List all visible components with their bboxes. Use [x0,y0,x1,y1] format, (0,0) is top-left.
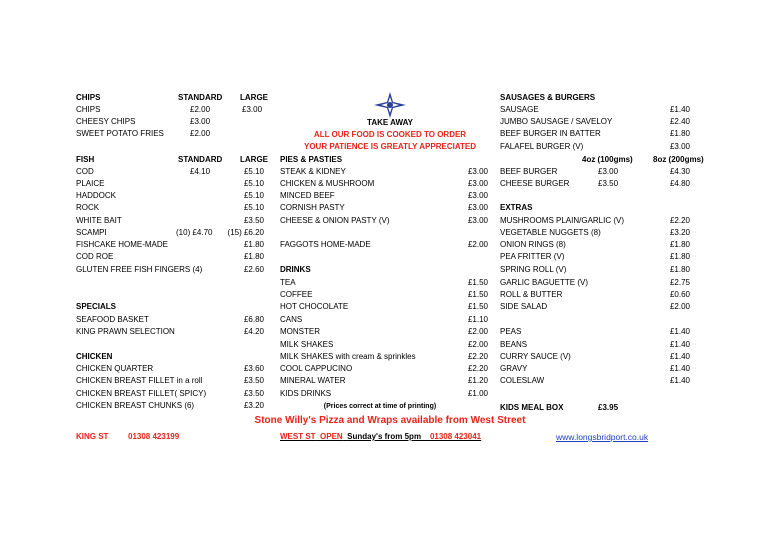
menu-item-price: £2.75 [669,278,690,287]
menu-item-price: £1.40 [669,352,690,361]
menu-item-price: £4.20 [243,327,264,336]
menu-item-price: £1.80 [669,129,690,138]
menu-item-price: £3.00 [467,167,488,176]
menu-item-price: £3.20 [669,228,690,237]
menu-item-name: CHICKEN BREAST CHUNKS (6) [76,401,195,410]
menu-item-name: CHEESE BURGER [500,179,570,188]
menu-item-price: £2.00 [190,105,211,114]
menu-item-price: (15) £6.20 [227,228,264,237]
menu-item-price: £3.60 [243,364,264,373]
menu-item-name: STEAK & KIDNEY [280,167,346,176]
kids-meal-label: KIDS MEAL BOX [500,403,564,412]
sunday-hours: Sunday's from 5pm [347,432,422,441]
menu-item-price: £5.10 [243,179,264,188]
menu-item-name: HOT CHOCOLATE [280,302,349,311]
chicken-header: CHICKEN [76,352,113,361]
menu-item-price: £1.80 [243,252,264,261]
menu-item-price: £2.00 [467,340,488,349]
chips-standard-header: STANDARD [178,93,223,102]
menu-item-price: £4.80 [669,179,690,188]
menu-item-name: GRAVY [500,364,528,373]
menu-item-price: £4.10 [190,167,211,176]
open-label: OPEN [320,432,343,441]
menu-item-price: £1.40 [669,364,690,373]
menu-item-price: £2.00 [467,327,488,336]
fish-header: FISH [76,155,95,164]
menu-item-price: £3.00 [669,142,690,151]
menu-item-price: £1.40 [669,105,690,114]
menu-item-name: ROLL & BUTTER [500,290,563,299]
compass-star-logo-icon [374,92,406,118]
menu-item-price: £3.50 [243,376,264,385]
menu-item-name: CHICKEN & MUSHROOM [280,179,375,188]
menu-item-price: £1.20 [467,376,488,385]
menu-item-name: SIDE SALAD [500,302,548,311]
menu-item-name: FALAFEL BURGER (V) [500,142,584,151]
menu-item-price: £4.30 [669,167,690,176]
menu-item-price: £3.00 [598,167,619,176]
menu-item-price: £2.20 [467,352,488,361]
pizza-banner: Stone Willy's Pizza and Wraps available from West Street [254,415,526,426]
sausages-header: SAUSAGES & BURGERS [500,93,596,102]
menu-item-name: CHICKEN BREAST FILLET( SPICY) [76,389,207,398]
menu-item-name: COOL CAPPUCINO [280,364,353,373]
menu-item-price: £1.80 [243,240,264,249]
menu-item-price: (10) £4.70 [176,228,213,237]
burger-4oz-header: 4oz (100gms) [582,155,633,164]
menu-item-name: MONSTER [280,327,320,336]
menu-item-price: £1.50 [467,302,488,311]
menu-item-price: £1.80 [669,265,690,274]
menu-item-name: HADDOCK [76,191,117,200]
menu-item-name: CHEESY CHIPS [76,117,136,126]
menu-item-price: £3.50 [243,216,264,225]
menu-item-name: ROCK [76,203,100,212]
menu-item-price: £0.60 [669,290,690,299]
chips-header: CHIPS [76,93,101,102]
menu-item-name: SEAFOOD BASKET [76,315,149,324]
menu-item-price: £3.00 [190,117,211,126]
menu-item-name: MILK SHAKES [280,340,334,349]
west-st-phone: 01308 423041 [429,432,482,441]
prices-note: (Prices correct at time of printing) [323,403,437,410]
menu-item-name: KING PRAWN SELECTION [76,327,175,336]
menu-item-price: £3.00 [467,191,488,200]
menu-item-name: CHICKEN BREAST FILLET in a roll [76,376,203,385]
menu-item-name: MINERAL WATER [280,376,346,385]
menu-item-name: CHICKEN QUARTER [76,364,154,373]
pies-header: PIES & PASTIES [280,155,343,164]
menu-item-name: SCAMPI [76,228,107,237]
fish-large-header: LARGE [240,155,268,164]
menu-item-price: £1.50 [467,290,488,299]
extras-header: EXTRAS [500,203,533,212]
drinks-header: DRINKS [280,265,311,274]
menu-item-price: £1.00 [467,389,488,398]
menu-item-name: CHEESE & ONION PASTY (V) [280,216,390,225]
specials-header: SPECIALS [76,302,117,311]
west-st-line [280,432,492,442]
menu-item-price: £1.50 [467,278,488,287]
menu-item-name: BEANS [500,340,528,349]
menu-item-price: £2.40 [669,117,690,126]
menu-item-name: BEEF BURGER IN BATTER [500,129,601,138]
menu-item-name: GLUTEN FREE FISH FINGERS (4) [76,265,203,274]
patience-notice: YOUR PATIENCE IS GREATLY APPRECIATED [303,142,477,151]
kids-meal-price: £3.95 [598,403,619,412]
menu-item-price: £3.00 [467,179,488,188]
menu-item-price: £1.40 [669,340,690,349]
menu-item-name: PLAICE [76,179,105,188]
takeaway-title: TAKE AWAY [367,118,413,127]
menu-item-name: FISHCAKE HOME-MADE [76,240,169,249]
menu-item-price: £1.10 [467,315,488,324]
menu-item-name: COLESLAW [500,376,545,385]
burger-8oz-header: 8oz (200gms) [653,155,704,164]
menu-item-price: £2.20 [467,364,488,373]
menu-item-name: SAUSAGE [500,105,539,114]
menu-item-name: VEGETABLE NUGGETS (8) [500,228,601,237]
king-st-phone: 01308 423199 [128,432,180,441]
menu-item-price: £6.80 [243,315,264,324]
menu-item-name: ONION RINGS (8) [500,240,566,249]
menu-item-name: BEEF BURGER [500,167,558,176]
website-link[interactable]: www.longsbridport.co.uk [556,432,649,442]
west-st-label: WEST ST [280,432,316,441]
menu-item-price: £5.10 [243,191,264,200]
menu-item-price: £5.10 [243,167,264,176]
menu-item-price: £1.80 [669,252,690,261]
menu-item-name: COD ROE [76,252,114,261]
menu-item-name: MINCED BEEF [280,191,335,200]
menu-item-price: £2.20 [669,216,690,225]
menu-item-name: COD [76,167,94,176]
menu-item-name: CHIPS [76,105,101,114]
menu-item-name: SPRING ROLL (V) [500,265,567,274]
menu-item-price: £2.00 [467,240,488,249]
menu-item-name: MILK SHAKES with cream & sprinkles [280,352,416,361]
menu-item-name: JUMBO SAUSAGE / SAVELOY [500,117,613,126]
menu-item-name: CORNISH PASTY [280,203,345,212]
menu-item-name: SWEET POTATO FRIES [76,129,164,138]
menu-item-price: £3.50 [598,179,619,188]
menu-item-name: FAGGOTS HOME-MADE [280,240,371,249]
cooked-to-order-notice: ALL OUR FOOD IS COOKED TO ORDER [313,130,467,139]
menu-item-name: PEA FRITTER (V) [500,252,565,261]
menu-item-price: £3.50 [243,389,264,398]
menu-item-price: £2.60 [243,265,264,274]
menu-item-price: £2.00 [669,302,690,311]
menu-item-name: MUSHROOMS PLAIN/GARLIC (V) [500,216,625,225]
king-st-label: KING ST [76,432,109,441]
menu-item-name: WHITE BAIT [76,216,122,225]
menu-item-price: £3.00 [467,216,488,225]
menu-item-name: COFFEE [280,290,313,299]
menu-item-price: £1.40 [669,376,690,385]
menu-item-name: PEAS [500,327,522,336]
menu-item-name: CANS [280,315,303,324]
menu-item-name: GARLIC BAGUETTE (V) [500,278,589,287]
fish-standard-header: STANDARD [178,155,223,164]
menu-item-price: £2.00 [190,129,211,138]
menu-item-price: £5.10 [243,203,264,212]
menu-item-price: £3.20 [243,401,264,410]
menu-item-price: £3.00 [242,105,263,114]
menu-item-price: £3.00 [467,203,488,212]
chips-large-header: LARGE [240,93,268,102]
menu-item-name: CURRY SAUCE (V) [500,352,571,361]
menu-item-name: KIDS DRINKS [280,389,332,398]
menu-item-price: £1.40 [669,327,690,336]
menu-item-price: £1.80 [669,240,690,249]
menu-item-name: TEA [280,278,296,287]
